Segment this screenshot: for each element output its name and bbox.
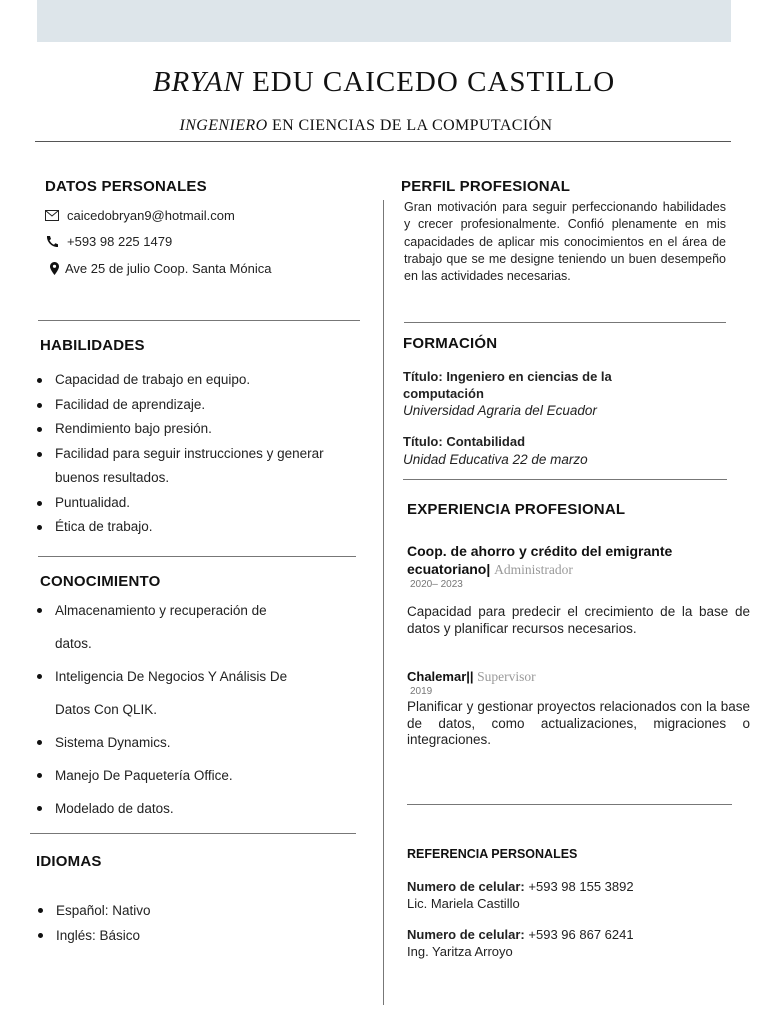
institution: Unidad Educativa 22 de marzo <box>403 452 588 467</box>
reference-name: Ing. Yaritza Arroyo <box>407 944 513 959</box>
section-divider <box>38 556 356 557</box>
section-divider <box>404 322 726 323</box>
datos-personales-heading: DATOS PERSONALES <box>45 178 207 195</box>
job-date: 2020– 2023 <box>410 579 463 590</box>
list-item-continuation: Datos Con QLIK. <box>55 702 158 717</box>
list-item: Puntualidad. <box>37 491 372 516</box>
phone-text: +593 98 225 1479 <box>67 234 173 249</box>
job-company: Chalemar|| Supervisor <box>407 669 536 684</box>
candidate-name: BRYAN EDU CAICEDO CASTILLO <box>152 66 616 98</box>
contact-address <box>50 261 271 276</box>
idiomas-list <box>38 898 338 948</box>
header-divider <box>35 141 731 142</box>
contact-phone <box>45 234 172 249</box>
list-item: Facilidad de aprendizaje. <box>37 393 372 418</box>
job-date: 2019 <box>410 686 433 697</box>
job-description: Capacidad para predecir el crecimiento de la base de datos y planificar recursos necesarios. <box>407 604 750 636</box>
perfil-text: Gran motivación para seguir perfeccionando habilidades y crecer profesionalmente. Confió plenamente en mis capacidades de aplicar mis conocimientos en el área de trabajo que se me designe teniendo un buen desempeño en las actividades necesarias. <box>404 200 726 284</box>
map-pin-icon <box>50 262 59 275</box>
list-item: Capacidad de trabajo en equipo. <box>37 368 372 393</box>
list-item-continuation: datos. <box>55 636 92 651</box>
list-item: Facilidad para seguir instrucciones y generar <box>37 442 372 467</box>
formacion-entry <box>403 368 663 420</box>
referencias-heading: REFERENCIA PERSONALES <box>407 847 578 861</box>
list-item: Almacenamiento y recuperación de <box>37 594 372 627</box>
habilidades-list <box>37 368 372 540</box>
contact-email <box>45 208 235 223</box>
list-item: Inteligencia De Negocios Y Análisis De <box>37 660 372 693</box>
job-company: Coop. de ahorro y crédito del emigrante ecuatoriano| Administrador <box>407 543 673 577</box>
list-item: Inglés: Básico <box>38 923 338 948</box>
column-divider <box>383 200 384 1005</box>
job-role: Administrador <box>494 562 573 577</box>
job-description: Planificar y gestionar proyectos relacionados con la base de datos, como actualizaciones, migraciones o integraciones. <box>407 699 750 747</box>
job-entry <box>407 668 737 697</box>
institution: Universidad Agraria del Ecuador <box>403 403 597 418</box>
envelope-icon <box>45 210 59 221</box>
reference-phone: Numero de celular: +593 96 867 6241 <box>407 927 634 942</box>
conocimiento-heading: CONOCIMIENTO <box>40 573 161 590</box>
reference-entry <box>407 878 634 912</box>
list-item-continuation: buenos resultados. <box>55 470 170 485</box>
email-text: caicedobryan9@hotmail.com <box>67 208 235 223</box>
experiencia-heading: EXPERIENCIA PROFESIONAL <box>407 501 626 518</box>
list-item: Rendimiento bajo presión. <box>37 417 372 442</box>
habilidades-heading: HABILIDADES <box>40 337 145 354</box>
section-divider <box>38 320 360 321</box>
formacion-entry <box>403 433 703 469</box>
job-role: Supervisor <box>477 669 536 684</box>
perfil-heading: PERFIL PROFESIONAL <box>401 178 571 195</box>
conocimiento-list <box>37 594 372 825</box>
reference-phone: Numero de celular: +593 98 155 3892 <box>407 879 634 894</box>
list-item: Español: Nativo <box>38 898 338 923</box>
degree-title: Título: Contabilidad <box>403 434 526 449</box>
formacion-heading: FORMACIÓN <box>403 335 498 352</box>
idiomas-heading: IDIOMAS <box>36 853 102 870</box>
section-divider <box>30 833 356 834</box>
candidate-title: INGENIERO EN CIENCIAS DE LA COMPUTACIÓN <box>179 117 553 134</box>
section-divider <box>403 479 727 480</box>
section-divider <box>407 804 732 805</box>
header-band <box>37 0 731 42</box>
list-item: Modelado de datos. <box>37 792 372 825</box>
address-text: Ave 25 de julio Coop. Santa Mónica <box>65 261 272 276</box>
reference-name: Lic. Mariela Castillo <box>407 896 520 911</box>
reference-entry <box>407 926 634 960</box>
phone-icon <box>45 235 59 248</box>
list-item: Manejo De Paquetería Office. <box>37 759 372 792</box>
list-item: Ética de trabajo. <box>37 515 372 540</box>
job-entry <box>407 542 717 590</box>
degree-title: Título: Ingeniero en ciencias de la computación <box>403 369 612 401</box>
list-item: Sistema Dynamics. <box>37 726 372 759</box>
